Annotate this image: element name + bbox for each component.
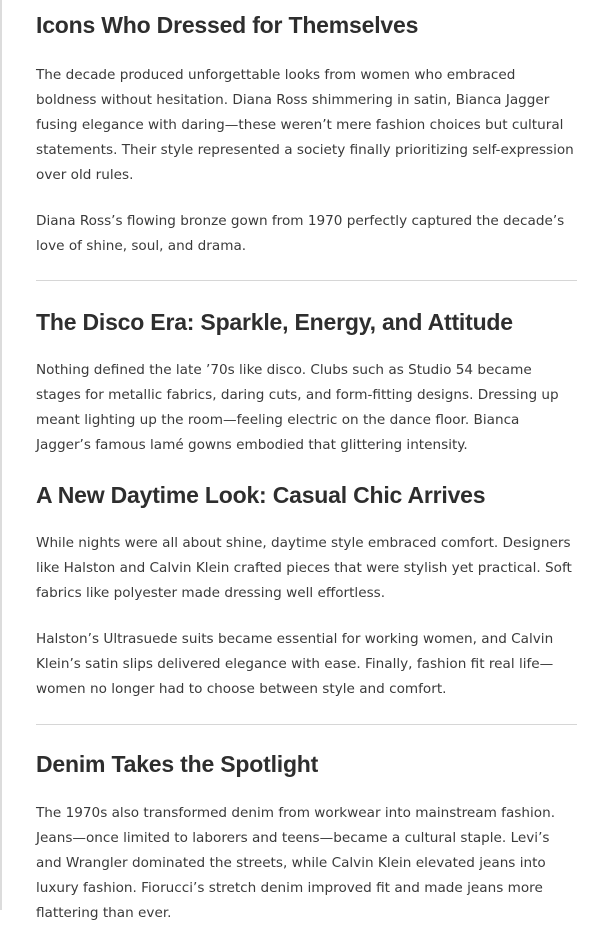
left-border bbox=[0, 0, 2, 910]
section-disco bbox=[36, 307, 577, 458]
paragraph-daytime-2: Halston’s Ultrasuede suits became essential for working women, and Calvin Klein’s satin slips delivered elegance with ease. Finally, fashion fit real life—women no longer had to choose between style and comfort. bbox=[36, 631, 554, 697]
paragraph-disco-1: Nothing defined the late ’70s like disco. Clubs such as Studio 54 became stages for metallic fabrics, daring cuts, and form-fitting designs. Dressing up meant lighting up the room—feeling electric on the dance floor. Bianca Jagger’s famous lamé gowns embodied that glittering intensity. bbox=[36, 362, 559, 453]
heading-disco: The Disco Era: Sparkle, Energy, and Attitude bbox=[36, 309, 513, 335]
section-denim bbox=[36, 749, 577, 926]
section-daytime bbox=[36, 480, 577, 702]
heading-denim: Denim Takes the Spotlight bbox=[36, 751, 319, 777]
heading-daytime: A New Daytime Look: Casual Chic Arrives bbox=[36, 482, 486, 508]
section-divider bbox=[36, 724, 577, 725]
section-divider bbox=[36, 280, 577, 281]
paragraph-daytime-1: While nights were all about shine, daytime style embraced comfort. Designers like Halston and Calvin Klein crafted pieces that were stylish yet practical. Soft fabrics like polyester made dressing well effortless. bbox=[36, 535, 572, 601]
paragraph-icons-2: Diana Ross’s flowing bronze gown from 1970 perfectly captured the decade’s love of shine, soul, and drama. bbox=[36, 213, 565, 254]
paragraph-denim-1: The 1970s also transformed denim from workwear into mainstream fashion. Jeans—once limited to laborers and teens—became a cultural staple. Levi’s and Wrangler dominated the streets, while Calvin Klein elevated jeans into luxury fashion. Fiorucci’s stretch denim improved fit and made jeans more flattering than ever. bbox=[36, 805, 556, 921]
section-icons bbox=[36, 10, 577, 259]
paragraph-icons-1: The decade produced unforgettable looks from women who embraced boldness without hesitation. Diana Ross shimmering in satin, Bianca Jagger fusing elegance with daring—these weren’t mere fashion choices but cultural statements. Their style represented a society finally prioritizing self-expression over old rules. bbox=[36, 67, 574, 183]
heading-icons: Icons Who Dressed for Themselves bbox=[36, 12, 419, 38]
article-body bbox=[36, 0, 577, 926]
